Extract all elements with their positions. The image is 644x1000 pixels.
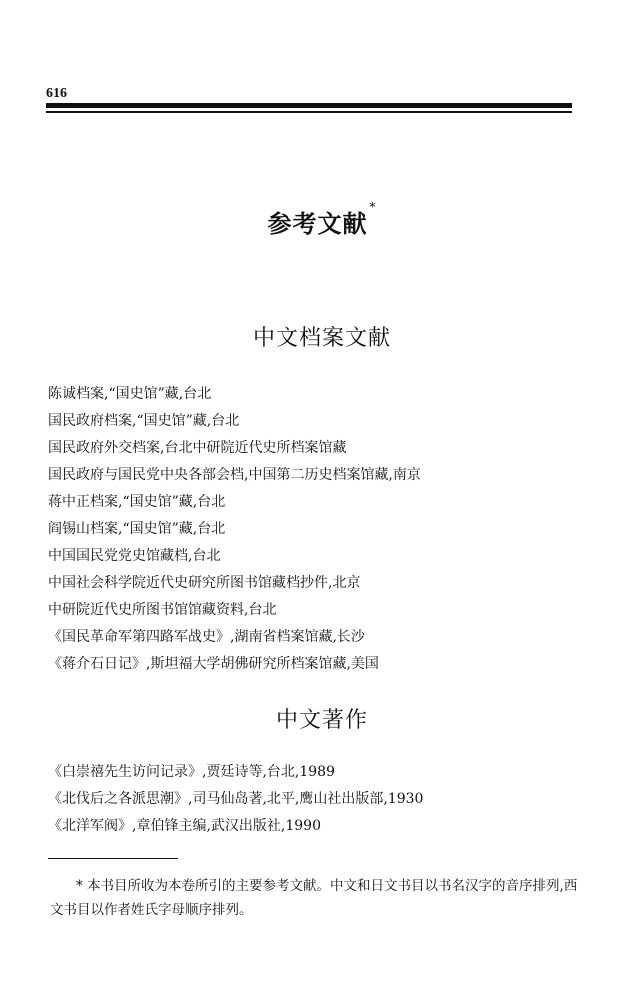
section-heading-archives: 中文档案文献 bbox=[252, 326, 391, 351]
list-item: 国民政府外交档案,台北中研院近代史所档案馆藏 bbox=[48, 440, 347, 456]
page-title-text: 参考文献 bbox=[267, 209, 368, 238]
list-item: 中国国民党党史馆藏档,台北 bbox=[48, 548, 221, 564]
list-item: 《蒋介石日记》,斯坦福大学胡佛研究所档案馆藏,美国 bbox=[48, 656, 379, 672]
list-item: 《白崇禧先生访问记录》,贾廷诗等,台北,1989 bbox=[48, 764, 335, 780]
footnote-rule bbox=[48, 858, 178, 859]
header-rule-thin bbox=[46, 111, 572, 113]
footnote: * 本书目所收为本卷所引的主要参考文献。中文和日文书目以书名汉字的音序排列,西文书目以作者姓氏字母顺序排列。 bbox=[50, 878, 578, 918]
list-item: 中研院近代史所图书馆馆藏资料,台北 bbox=[48, 602, 277, 618]
list-item: 《北伐后之各派思潮》,司马仙岛著,北平,鹰山社出版部,1930 bbox=[48, 791, 424, 807]
title-footnote-mark: * bbox=[369, 200, 377, 214]
list-item: 《国民革命军第四路军战史》,湖南省档案馆藏,长沙 bbox=[48, 629, 365, 645]
list-item: 国民政府与国民党中央各部会档,中国第二历史档案馆藏,南京 bbox=[48, 467, 421, 483]
header-rule-thick bbox=[46, 103, 572, 108]
page-title bbox=[0, 200, 644, 239]
list-item: 中国社会科学院近代史研究所图书馆藏档抄件,北京 bbox=[48, 575, 361, 591]
list-item: 蒋中正档案,“国史馆”藏,台北 bbox=[48, 494, 226, 510]
list-item: 陈诚档案,“国史馆”藏,台北 bbox=[48, 386, 212, 402]
section-heading-works: 中文著作 bbox=[275, 708, 368, 733]
page-number: 616 bbox=[46, 86, 67, 101]
list-item: 阎锡山档案,“国史馆”藏,台北 bbox=[48, 521, 226, 537]
works-entry-list bbox=[48, 759, 588, 840]
archive-entry-list bbox=[48, 381, 588, 678]
list-item: 《北洋军阀》,章伯锋主编,武汉出版社,1990 bbox=[48, 818, 321, 834]
list-item: 国民政府档案,“国史馆”藏,台北 bbox=[48, 413, 240, 429]
